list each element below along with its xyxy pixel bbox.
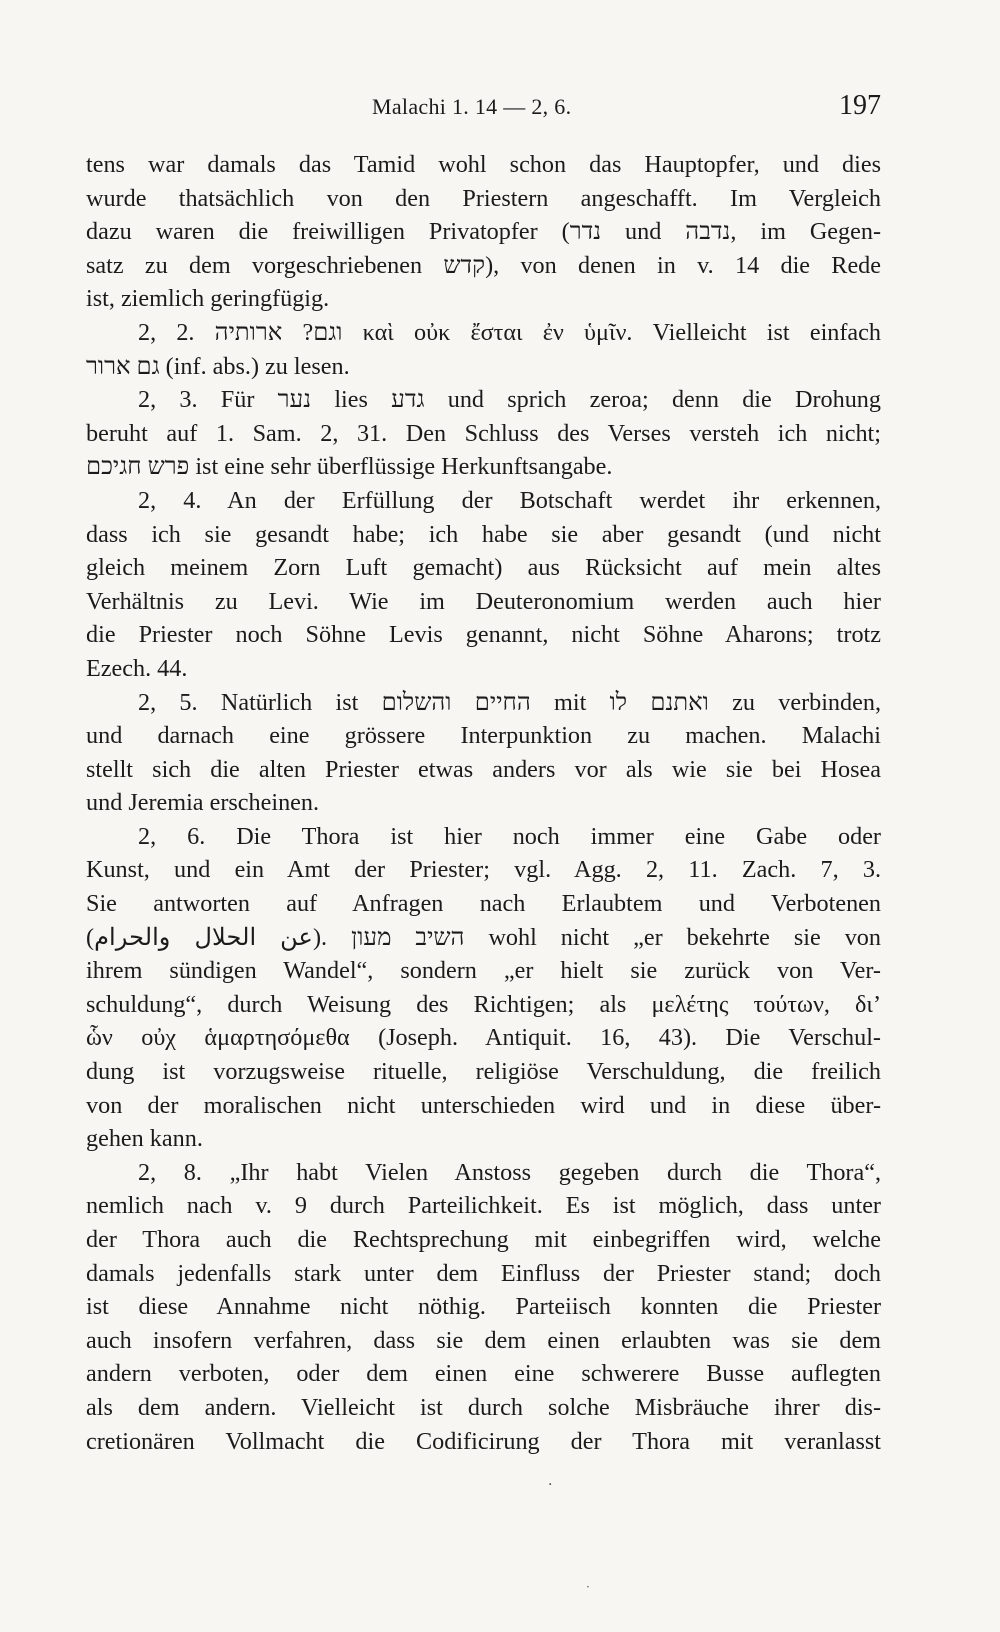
print-speck: · bbox=[548, 1477, 553, 1493]
page-number: 197 bbox=[839, 90, 881, 121]
text-line: gleich meinem Zorn Luft gemacht) aus Rücksicht auf mein altes bbox=[86, 554, 881, 582]
text-line: tens war damals das Tamid wohl schon das Hauptopfer, und dies bbox=[86, 151, 881, 178]
text-line: gehen kann. bbox=[86, 1125, 203, 1153]
text-line: ihrem sündigen Wandel“, sondern „er hielt sie zurück von Ver- bbox=[86, 957, 881, 985]
text-line: dass ich sie gesandt habe; ich habe sie aber gesandt (und nicht bbox=[86, 520, 881, 548]
text-line: auch insofern verfahren, dass sie dem einen erlaubten was sie dem bbox=[86, 1326, 881, 1354]
text-line: andern verboten, oder dem einen eine schwerere Busse auflegten bbox=[86, 1360, 881, 1388]
text-line: beruht auf 1. Sam. 2, 31. Den Schluss des Verses versteh ich nicht; bbox=[86, 419, 881, 447]
text-line: Verhältnis zu Levi. Wie im Deuteronomium werden auch hier bbox=[86, 587, 881, 615]
text-line: damals jedenfalls stark unter dem Einfluss der Priester stand; doch bbox=[86, 1259, 881, 1287]
text-line: Ezech. 44. bbox=[86, 654, 188, 682]
paragraph-2-3-start: 2, 3. Für נער lies גדע und sprich zeroa; denn die Drohung bbox=[138, 386, 881, 414]
text-line: dung ist vorzugsweise rituelle, religiöse Verschuldung, die freilich bbox=[86, 1058, 881, 1086]
text-line: und Jeremia erscheinen. bbox=[86, 789, 320, 817]
text-line: ist diese Annahme nicht nöthig. Parteiisch konnten die Priester bbox=[86, 1293, 881, 1321]
text-line: ὧν οὐχ ἁμαρτησόμεθα (Joseph. Antiquit. 16, 43). Die Verschul- bbox=[86, 1024, 881, 1052]
text-line: wurde thatsächlich von den Priestern angeschafft. Im Vergleich bbox=[86, 184, 881, 212]
text-line: von der moralischen nicht unterschieden wird und in diese über- bbox=[86, 1091, 881, 1119]
running-head: Malachi 1. 14 — 2, 6. bbox=[372, 94, 572, 119]
text-line: גם ארור (inf. abs.) zu lesen. bbox=[86, 352, 350, 380]
text-line: (عن الحلال والحرام). השיב מעון wohl nicht „er bekehrte sie von bbox=[86, 923, 881, 951]
text-line: פרש חגיכם ist eine sehr überflüssige Herkunftsangabe. bbox=[86, 453, 613, 481]
text-line: die Priester noch Söhne Levis genannt, nicht Söhne Aharons; trotz bbox=[86, 621, 881, 649]
paragraph-2-5-start: 2, 5. Natürlich ist החיים והשלום mit ואתנם לו zu verbinden, bbox=[138, 688, 882, 716]
text-line: satz zu dem vorgeschriebenen קדש), von denen in v. 14 die Rede bbox=[86, 251, 882, 279]
text-line: schuldung“, durch Weisung des Richtigen; als μελέτης τούτων, δι’ bbox=[86, 990, 881, 1018]
text-line: der Thora auch die Rechtsprechung mit einbegriffen wird, welche bbox=[86, 1226, 881, 1253]
text-line: nemlich nach v. 9 durch Parteilichkeit. Es ist möglich, dass unter bbox=[86, 1192, 881, 1220]
body-text bbox=[86, 148, 881, 1458]
page-header bbox=[86, 90, 881, 130]
text-line: cretionären Vollmacht die Codificirung der Thora mit veranlasst bbox=[86, 1427, 881, 1455]
text-line: ist, ziemlich geringfügig. bbox=[86, 285, 330, 313]
text-line: und darnach eine grössere Interpunktion zu machen. Malachi bbox=[86, 722, 881, 750]
text-line: dazu waren die freiwilligen Privatopfer (נדר und נדבה, im Gegen- bbox=[86, 218, 882, 246]
paragraph-2-6-start: 2, 6. Die Thora ist hier noch immer eine Gabe oder bbox=[138, 822, 881, 850]
text-line: Sie antworten auf Anfragen nach Erlaubtem und Verbotenen bbox=[86, 890, 881, 918]
paragraph-2-4-start: 2, 4. An der Erfüllung der Botschaft werdet ihr erkennen, bbox=[138, 486, 881, 514]
print-speck: · bbox=[586, 1580, 590, 1594]
text-line: Kunst, und ein Amt der Priester; vgl. Agg. 2, 11. Zach. 7, 3. bbox=[86, 856, 881, 884]
text-line: als dem andern. Vielleicht ist durch solche Misbräuche ihrer dis- bbox=[86, 1393, 881, 1421]
paragraph-2-2-start: 2, 2. וגם? ארותיה καὶ οὐκ ἔσται ἐν ὑμῖν. Vielleicht ist einfach bbox=[138, 318, 881, 346]
text-line: stellt sich die alten Priester etwas anders vor als wie sie bei Hosea bbox=[86, 755, 881, 783]
paragraph-2-8-start: 2, 8. „Ihr habt Vielen Anstoss gegeben durch die Thora“, bbox=[138, 1158, 881, 1186]
